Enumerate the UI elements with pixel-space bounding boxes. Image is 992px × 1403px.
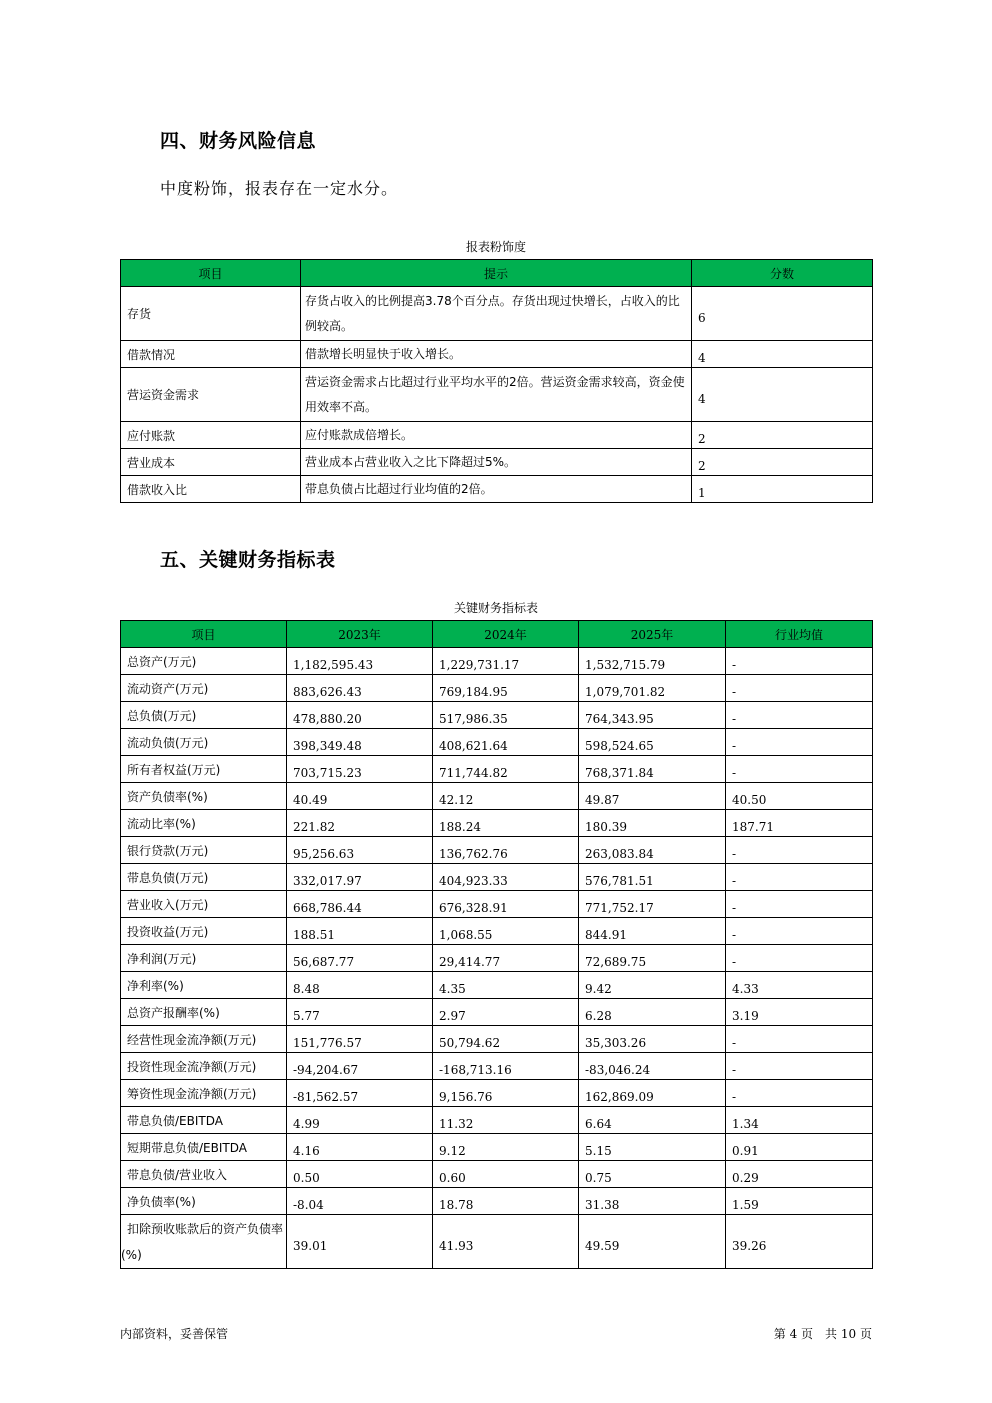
row-value: 9.12 (433, 1134, 579, 1161)
row-score: 2 (692, 422, 873, 449)
row-value: 4.16 (287, 1134, 433, 1161)
row-value: 187.71 (726, 810, 873, 837)
header-industry-avg: 行业均值 (726, 621, 873, 648)
row-label: 总负债(万元) (121, 702, 287, 729)
row-value: 668,786.44 (287, 891, 433, 918)
row-value: 263,083.84 (579, 837, 726, 864)
table2-caption: 关键财务指标表 (453, 601, 538, 615)
row-value: 517,986.35 (433, 702, 579, 729)
row-value: 151,776.57 (287, 1026, 433, 1053)
row-value: 478,880.20 (287, 702, 433, 729)
table-row (121, 837, 873, 864)
row-value: 4.35 (433, 972, 579, 999)
row-value: - (726, 702, 873, 729)
row-value: - (726, 837, 873, 864)
row-value: 162,869.09 (579, 1080, 726, 1107)
header-2023: 2023年 (287, 621, 433, 648)
row-hint: 应付账款成倍增长。 (301, 422, 692, 449)
row-value: 6.64 (579, 1107, 726, 1134)
section4-summary: 中度粉饰，报表存在一定水分。 (160, 179, 399, 198)
row-value: 188.24 (433, 810, 579, 837)
table-row (121, 891, 873, 918)
table-row (121, 476, 873, 503)
header-item: 项目 (121, 621, 287, 648)
row-label: 短期带息负债/EBITDA (121, 1134, 287, 1161)
row-value: 31.38 (579, 1188, 726, 1215)
row-label: 净利率(%) (121, 972, 287, 999)
row-value: - (726, 756, 873, 783)
row-value: 1,068.55 (433, 918, 579, 945)
row-value: -168,713.16 (433, 1053, 579, 1080)
row-label: 净利润(万元) (121, 945, 287, 972)
row-value: 3.19 (726, 999, 873, 1026)
row-value: 188.51 (287, 918, 433, 945)
row-value: 9.42 (579, 972, 726, 999)
header-2024: 2024年 (433, 621, 579, 648)
row-value: 0.91 (726, 1134, 873, 1161)
row-value: 769,184.95 (433, 675, 579, 702)
row-label: 银行贷款(万元) (121, 837, 287, 864)
row-value: 41.93 (433, 1215, 579, 1269)
row-value: 332,017.97 (287, 864, 433, 891)
row-value: 2.97 (433, 999, 579, 1026)
row-value: 398,349.48 (287, 729, 433, 756)
table-row (121, 864, 873, 891)
table-row (121, 1053, 873, 1080)
row-value: 1.59 (726, 1188, 873, 1215)
row-value: -94,204.67 (287, 1053, 433, 1080)
row-value: 1,532,715.79 (579, 648, 726, 675)
table1-caption: 报表粉饰度 (465, 240, 526, 254)
row-value: 49.59 (579, 1215, 726, 1269)
row-value: 4.99 (287, 1107, 433, 1134)
row-hint: 借款增长明显快于收入增长。 (301, 341, 692, 368)
footer-page-prefix: 第 (773, 1327, 786, 1341)
footer-page-current: 4 (789, 1327, 798, 1341)
row-value: 0.29 (726, 1161, 873, 1188)
row-value: - (726, 891, 873, 918)
table-row (121, 1188, 873, 1215)
row-label: 扣除预收账款后的资产负债率(%) (121, 1215, 287, 1269)
row-hint: 带息负债占比超过行业均值的2倍。 (301, 476, 692, 503)
row-value: - (726, 729, 873, 756)
row-value: - (726, 648, 873, 675)
table-row (121, 1215, 873, 1269)
row-label: 带息负债/营业收入 (121, 1161, 287, 1188)
row-score: 1 (692, 476, 873, 503)
footer-confidential: 内部资料，妥善保管 (120, 1327, 229, 1341)
footer-page-total: 10 (840, 1327, 857, 1341)
row-label: 经营性现金流净额(万元) (121, 1026, 287, 1053)
table-row (121, 945, 873, 972)
row-value: -8.04 (287, 1188, 433, 1215)
row-value: 711,744.82 (433, 756, 579, 783)
row-hint: 营业成本占营业收入之比下降超过5%。 (301, 449, 692, 476)
row-value: 844.91 (579, 918, 726, 945)
table-row (121, 1134, 873, 1161)
table-row (121, 1161, 873, 1188)
row-score: 4 (692, 368, 873, 422)
row-value: 50,794.62 (433, 1026, 579, 1053)
footer-page-suffix: 页 (859, 1327, 872, 1341)
table-row (121, 783, 873, 810)
row-value: 598,524.65 (579, 729, 726, 756)
row-value: 6.28 (579, 999, 726, 1026)
row-value: 5.77 (287, 999, 433, 1026)
row-value: - (726, 945, 873, 972)
row-score: 2 (692, 449, 873, 476)
row-value: 39.01 (287, 1215, 433, 1269)
table-row (121, 1107, 873, 1134)
row-value: 0.60 (433, 1161, 579, 1188)
header-item: 项目 (121, 260, 301, 287)
row-hint: 存货占收入的比例提高3.78个百分点。存货出现过快增长，占收入的比例较高。 (301, 287, 692, 341)
row-value: 56,687.77 (287, 945, 433, 972)
row-item: 借款收入比 (121, 476, 301, 503)
table-row (121, 449, 873, 476)
row-value: 703,715.23 (287, 756, 433, 783)
row-label: 投资性现金流净额(万元) (121, 1053, 287, 1080)
key-indicators-table (120, 620, 873, 1269)
row-label: 总资产报酬率(%) (121, 999, 287, 1026)
row-value: 408,621.64 (433, 729, 579, 756)
row-value: 40.49 (287, 783, 433, 810)
table-row (121, 702, 873, 729)
row-value: 9,156.76 (433, 1080, 579, 1107)
table-row (121, 675, 873, 702)
table-row (121, 810, 873, 837)
row-value: 764,343.95 (579, 702, 726, 729)
row-value: 29,414.77 (433, 945, 579, 972)
header-hint: 提示 (301, 260, 692, 287)
row-value: 40.50 (726, 783, 873, 810)
row-value: 1,079,701.82 (579, 675, 726, 702)
row-score: 6 (692, 287, 873, 341)
row-label: 总资产(万元) (121, 648, 287, 675)
row-value: - (726, 675, 873, 702)
row-value: 771,752.17 (579, 891, 726, 918)
row-value: 0.75 (579, 1161, 726, 1188)
row-value: 576,781.51 (579, 864, 726, 891)
row-value: 42.12 (433, 783, 579, 810)
row-value: 4.33 (726, 972, 873, 999)
row-value: - (726, 1053, 873, 1080)
table-row (121, 1080, 873, 1107)
table-row (121, 999, 873, 1026)
row-value: 1,229,731.17 (433, 648, 579, 675)
footer-page-mid: 页 共 (801, 1327, 838, 1341)
row-value: 180.39 (579, 810, 726, 837)
table-row (121, 341, 873, 368)
row-label: 营业收入(万元) (121, 891, 287, 918)
row-label: 净负债率(%) (121, 1188, 287, 1215)
row-value: 35,303.26 (579, 1026, 726, 1053)
whitewash-table (120, 259, 873, 503)
row-item: 营业成本 (121, 449, 301, 476)
row-item: 借款情况 (121, 341, 301, 368)
row-value: - (726, 918, 873, 945)
row-value: 72,689.75 (579, 945, 726, 972)
footer-page-number (774, 1325, 872, 1342)
row-value: 18.78 (433, 1188, 579, 1215)
table-row (121, 287, 873, 341)
row-value: 1,182,595.43 (287, 648, 433, 675)
table-row (121, 368, 873, 422)
row-item: 存货 (121, 287, 301, 341)
header-2025: 2025年 (579, 621, 726, 648)
row-value: 39.26 (726, 1215, 873, 1269)
row-label: 带息负债/EBITDA (121, 1107, 287, 1134)
table-row (121, 756, 873, 783)
row-value: 768,371.84 (579, 756, 726, 783)
row-value: 5.15 (579, 1134, 726, 1161)
row-value: 8.48 (287, 972, 433, 999)
row-value: 136,762.76 (433, 837, 579, 864)
row-item: 应付账款 (121, 422, 301, 449)
table-row (121, 648, 873, 675)
row-value: -81,562.57 (287, 1080, 433, 1107)
row-value: - (726, 864, 873, 891)
row-hint: 营运资金需求占比超过行业平均水平的2倍。营运资金需求较高，资金使用效率不高。 (301, 368, 692, 422)
row-value: 676,328.91 (433, 891, 579, 918)
row-value: 95,256.63 (287, 837, 433, 864)
row-value: 883,626.43 (287, 675, 433, 702)
row-value: 404,923.33 (433, 864, 579, 891)
row-value: - (726, 1026, 873, 1053)
row-value: - (726, 1080, 873, 1107)
row-value: 49.87 (579, 783, 726, 810)
row-label: 流动比率(%) (121, 810, 287, 837)
table-row (121, 422, 873, 449)
row-item: 营运资金需求 (121, 368, 301, 422)
row-label: 流动负债(万元) (121, 729, 287, 756)
row-value: -83,046.24 (579, 1053, 726, 1080)
row-label: 所有者权益(万元) (121, 756, 287, 783)
row-value: 11.32 (433, 1107, 579, 1134)
table-row (121, 918, 873, 945)
section5-title: 五、关键财务指标表 (160, 549, 336, 571)
table-row (121, 972, 873, 999)
row-label: 筹资性现金流净额(万元) (121, 1080, 287, 1107)
header-score: 分数 (692, 260, 873, 287)
section4-title: 四、财务风险信息 (160, 130, 317, 152)
row-label: 资产负债率(%) (121, 783, 287, 810)
row-value: 1.34 (726, 1107, 873, 1134)
row-score: 4 (692, 341, 873, 368)
row-label: 带息负债(万元) (121, 864, 287, 891)
row-value: 0.50 (287, 1161, 433, 1188)
row-value: 221.82 (287, 810, 433, 837)
table-row (121, 1026, 873, 1053)
table-row (121, 729, 873, 756)
row-label: 投资收益(万元) (121, 918, 287, 945)
row-label: 流动资产(万元) (121, 675, 287, 702)
